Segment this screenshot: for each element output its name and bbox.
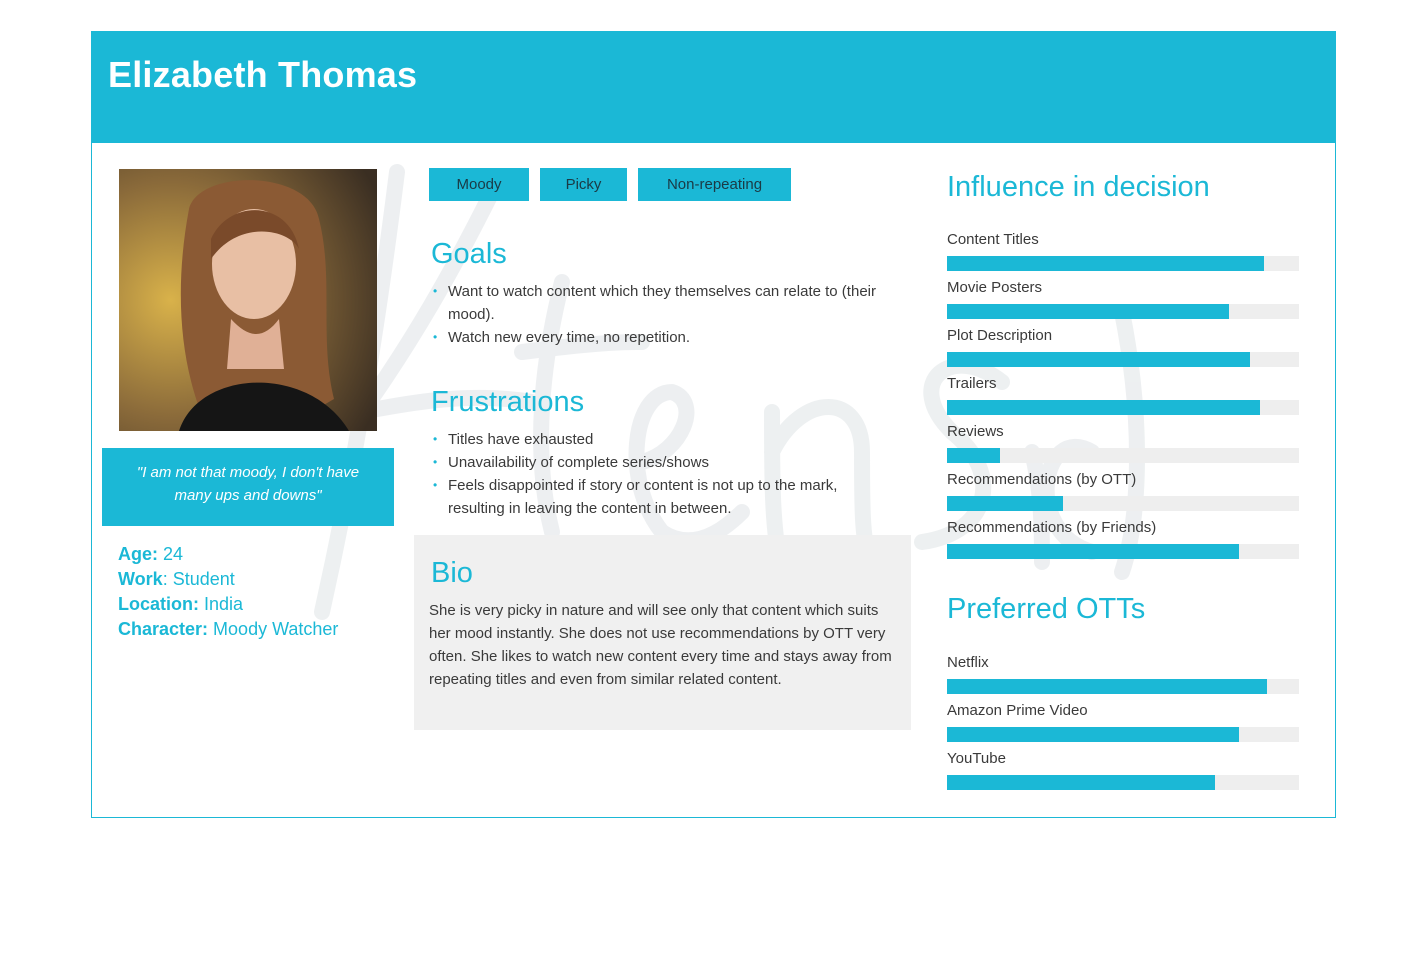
influence-heading: Influence in decision [947,171,1210,203]
influence-bar-label: Reviews [947,423,1004,440]
ott-bar-item [947,654,1299,702]
ott-bar-item [947,750,1299,798]
ott-bar-fill [947,727,1239,742]
ott-bar-label: YouTube [947,750,1006,767]
influence-bar-item [947,231,1299,279]
profile-photo [119,169,377,431]
frustration-item: • Titles have exhausted [431,428,891,451]
fact-character: Character: Moody Watcher [118,619,339,639]
influence-bar-fill [947,448,1000,463]
influence-bar-item [947,471,1299,519]
persona-quote: "I am not that moody, I don't have many ups and downs" [102,448,394,526]
fact-age: Age: 24 [118,544,184,564]
influence-bar-label: Plot Description [947,327,1053,344]
influence-bar-fill [947,304,1229,319]
influence-bar-label: Recommendations (by OTT) [947,471,1137,488]
bio-text: She is very picky in nature and will see only that content which suits her mood instantly. She does not use recommendations by OTT very often. She likes to watch new content every time and stays away from repeating titles and even from similar related content. [429,602,892,688]
persona-card [91,31,1336,818]
goals-heading: Goals [431,238,507,270]
influence-bar-fill [947,256,1264,271]
goals-list [431,280,891,349]
goal-item: • Watch new every time, no repetition. [431,326,891,349]
influence-bar-fill [947,400,1260,415]
influence-bar-track [947,544,1299,559]
influence-bar-item [947,279,1299,327]
bio-heading: Bio [431,557,473,589]
frustrations-heading: Frustrations [431,386,585,418]
influence-bar-track [947,256,1299,271]
persona-tags [429,168,791,201]
influence-bar-track [947,496,1299,511]
influence-bar-label: Movie Posters [947,279,1043,296]
fact-location: Location: India [118,594,244,614]
frustrations-list [431,428,891,520]
persona-facts [118,542,338,642]
ott-bar-track [947,727,1299,742]
fact-work: Work: Student [118,569,235,589]
influence-bar-item [947,519,1299,567]
influence-bar-item [947,423,1299,471]
ott-bars [947,654,1299,798]
frustration-item: • Unavailability of complete series/shows [431,451,891,474]
influence-bar-fill [947,496,1063,511]
ott-bar-track [947,775,1299,790]
tag-picky: Picky [540,168,627,201]
otts-heading: Preferred OTTs [947,593,1146,625]
influence-bar-item [947,375,1299,423]
persona-name: Elizabeth Thomas [108,54,418,95]
tag-moody: Moody [429,168,529,201]
header-banner [92,32,1335,143]
influence-bar-fill [947,352,1250,367]
ott-bar-label: Amazon Prime Video [947,702,1088,719]
tag-non-repeating: Non-repeating [638,168,791,201]
ott-bar-fill [947,775,1215,790]
influence-bar-track [947,448,1299,463]
influence-bar-label: Recommendations (by Friends) [947,519,1157,536]
ott-bar-label: Netflix [947,654,989,671]
frustration-item: • Feels disappointed if story or content is not up to the mark, resulting in leaving the content in between. [431,474,891,520]
bio-panel [414,535,911,730]
influence-bar-label: Trailers [947,375,997,392]
influence-bars [947,231,1299,567]
influence-bar-track [947,304,1299,319]
influence-bar-label: Content Titles [947,231,1039,248]
influence-bar-item [947,327,1299,375]
influence-bar-track [947,352,1299,367]
ott-bar-fill [947,679,1267,694]
influence-bar-track [947,400,1299,415]
influence-bar-fill [947,544,1239,559]
ott-bar-track [947,679,1299,694]
goal-item: • Want to watch content which they themselves can relate to (their mood). [431,280,891,326]
ott-bar-item [947,702,1299,750]
